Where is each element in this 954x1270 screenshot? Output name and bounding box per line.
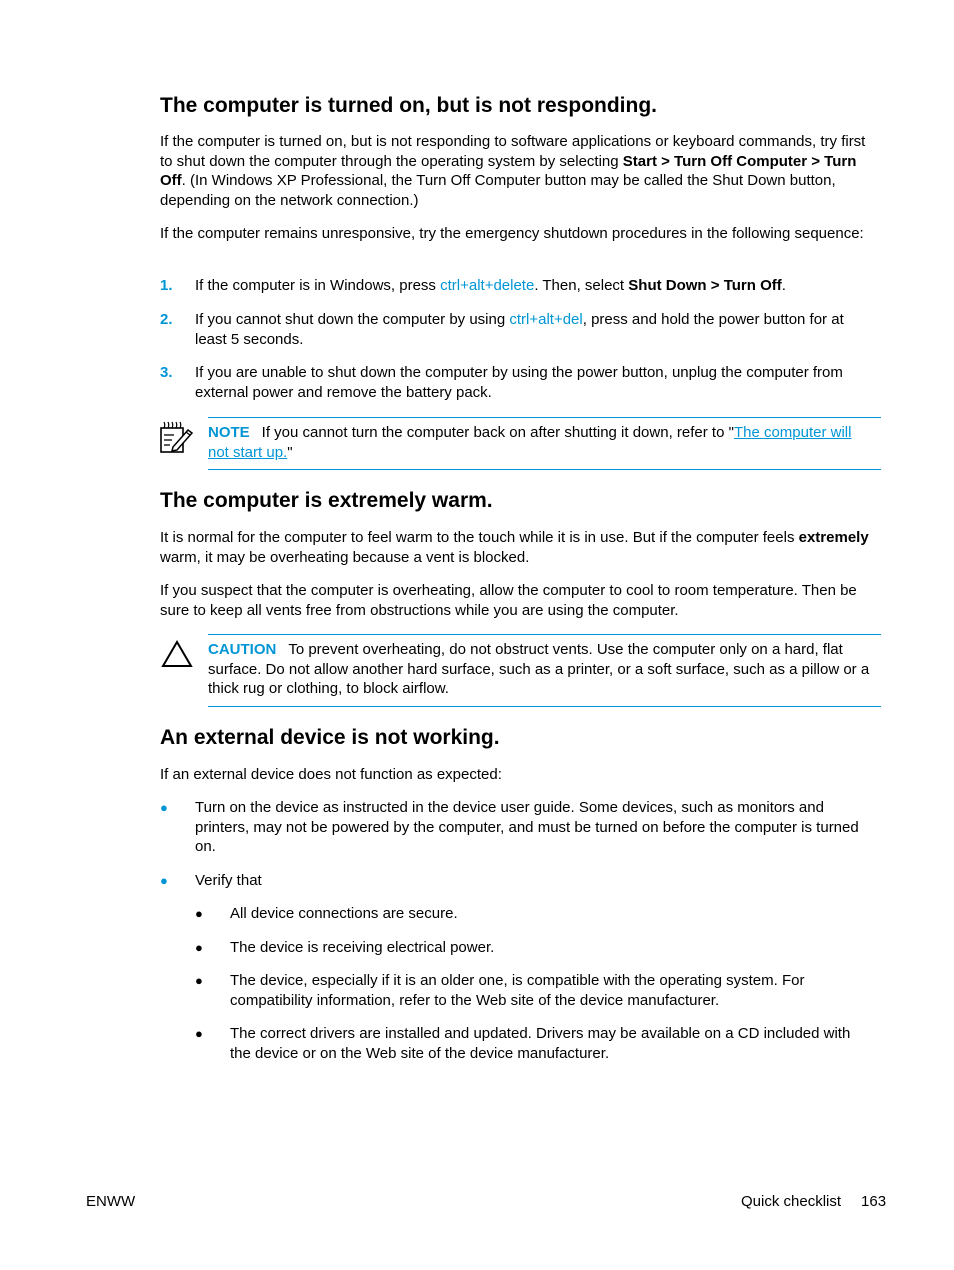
step-number: 1. [160,277,173,294]
step-text: If the computer is in Windows, press ctrl+alt+delete. Then, select Shut Down > Turn Off. [195,277,786,294]
bullet-icon: ● [160,873,168,888]
bullet-icon: ● [195,1026,203,1041]
bullet-icon: ● [160,800,168,815]
caution-box [160,634,882,708]
note-label: NOTE [208,424,250,441]
keyboard-shortcut-link[interactable]: ctrl+alt+delete [440,277,535,294]
divider [208,634,881,635]
caution-text: CAUTION To prevent overheating, do not obstruct vents. Use the computer only on a hard, flat surface. Do not allow another hard surface, such as a printer, or a soft surface, such as a pillow or a thick rug or clothing, to block airflow. [208,641,870,697]
paragraph-emergency-shutdown: If the computer remains unresponsive, try the emergency shutdown procedures in the following sequence: [160,225,864,242]
paragraph-warm-normal: It is normal for the computer to feel warm to the touch while it is in use. But if the computer feels extremely warm, it may be overheating because a vent is blocked. [160,529,869,566]
bullet-icon: ● [195,940,203,955]
section-heading-not-responding: The computer is turned on, but is not responding. [160,94,657,117]
paragraph-shutdown-intro: If the computer is turned on, but is not responding to software applications or keyboard commands, try first to shut down the computer through the operating system by selecting Start > Turn Off Computer > Turn Off. (In Windows XP Professional, the Turn Off Computer button may be called the Shut Down button, depending on the network connection.) [160,133,866,209]
list-item-text: The device, especially if it is an older one, is compatible with the operating system. For compatibility information, refer to the Web site of the device manufacturer. [230,972,805,1009]
section-heading-external-device: An external device is not working. [160,726,500,749]
step-text: If you cannot shut down the computer by using ctrl+alt+del, press and hold the power button for at least 5 seconds. [195,311,844,348]
caution-label: CAUTION [208,641,277,658]
keyboard-shortcut-link[interactable]: ctrl+alt+del [509,311,583,328]
section-heading-extremely-warm: The computer is extremely warm. [160,489,493,512]
page-number: 163 [861,1193,887,1210]
footer-locale: ENWW [86,1193,136,1210]
paragraph-overheating: If you suspect that the computer is overheating, allow the computer to cool to room temperature. Then be sure to keep all vents free from obstructions while you are using the computer. [160,582,857,619]
list-item-text: The correct drivers are installed and updated. Drivers may be available on a CD included with the device or on the Web site of the device manufacturer. [230,1025,851,1062]
note-icon [160,420,194,460]
list-item-text: All device connections are secure. [230,905,458,922]
divider [208,417,881,418]
bullet-icon: ● [195,906,203,921]
note-text: NOTE If you cannot turn the computer back on after shutting it down, refer to "The computer will not start up." [208,424,852,461]
list-item-text: Verify that [195,872,262,889]
step-number: 3. [160,364,173,381]
bullet-icon: ● [195,973,203,988]
step-number: 2. [160,311,173,328]
footer-section-title: Quick checklist [741,1193,842,1210]
list-item-text: The device is receiving electrical power. [230,939,495,956]
step-text: If you are unable to shut down the computer by using the power button, unplug the computer from external power and remove the battery pack. [195,364,843,401]
note-box [160,417,882,471]
caution-triangle-icon [160,639,194,675]
footer-section [741,1192,886,1212]
divider [208,706,881,707]
paragraph-external-intro: If an external device does not function as expected: [160,766,502,783]
list-item-text: Turn on the device as instructed in the device user guide. Some devices, such as monitors and printers, may not be powered by the computer, and must be turned on before the computer is turned on. [195,799,859,855]
cross-reference-link[interactable]: The computer will not start up. [208,424,852,461]
divider [208,469,881,470]
